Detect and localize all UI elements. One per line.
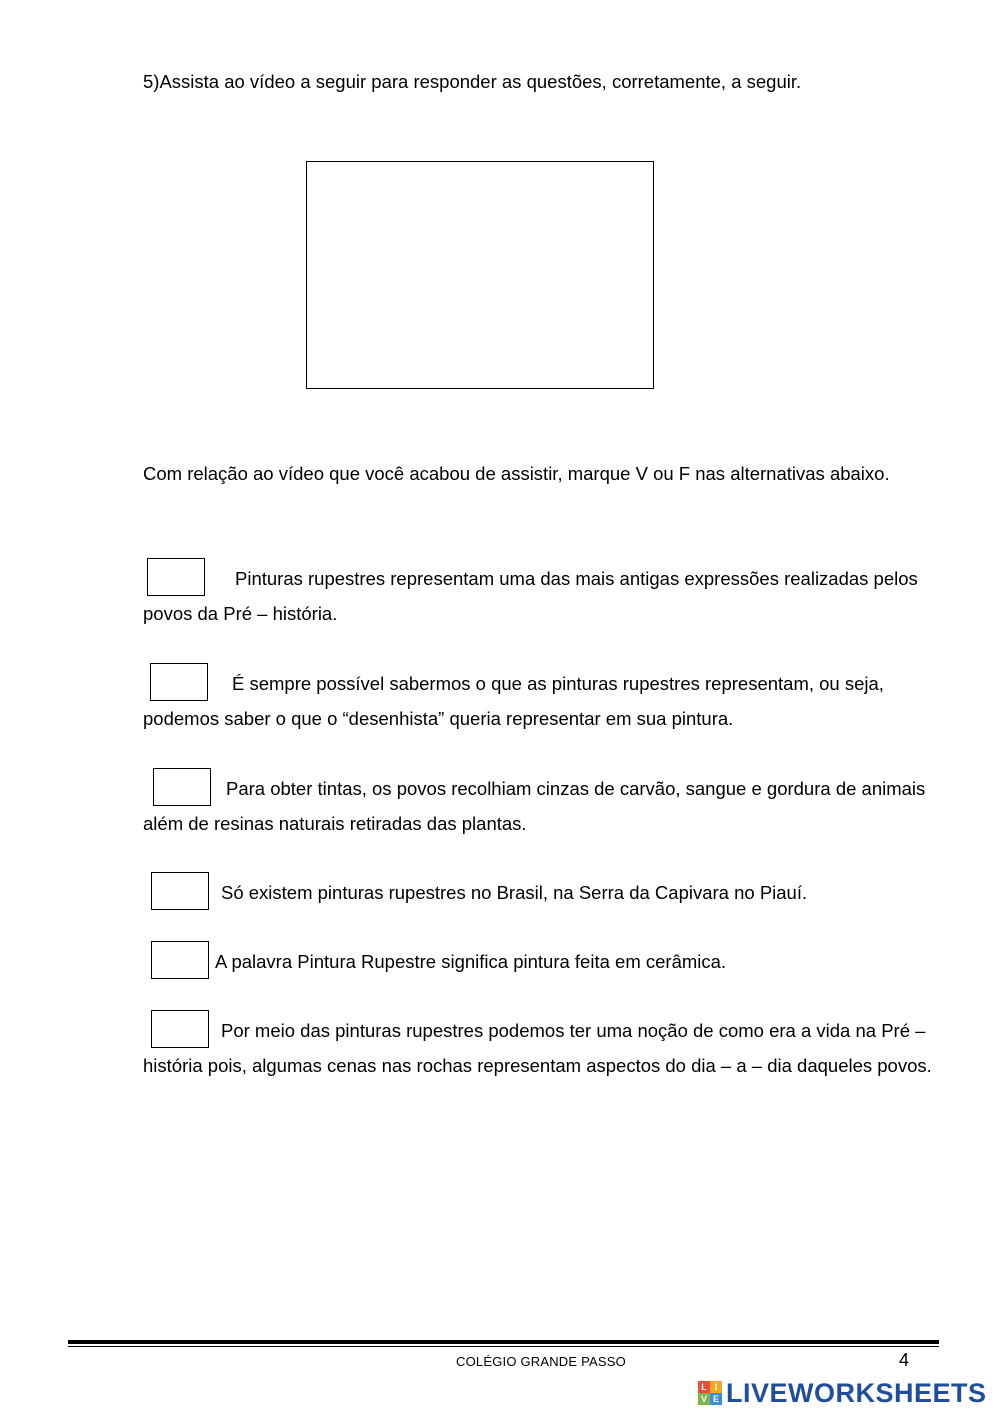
statement-text-5: A palavra Pintura Rupestre significa pintura feita em cerâmica. (215, 951, 727, 972)
page-number: 4 (899, 1350, 910, 1370)
answer-box-6[interactable] (151, 1010, 209, 1048)
video-frame[interactable] (306, 161, 654, 389)
liveworksheets-logo[interactable] (698, 1380, 987, 1406)
statement-text-2: É sempre possível sabermos o que as pinturas rupestres representam, ou seja, podemos saber o que o “desenhista” queria representar em sua pintura. (143, 673, 884, 729)
answer-box-1[interactable] (147, 558, 205, 596)
school-name: COLÉGIO GRANDE PASSO (456, 1354, 626, 1369)
instruction-text: Com relação ao vídeo que você acabou de assistir, marque V ou F nas alternativas abaixo. (143, 463, 890, 484)
statement-item-6 (143, 1010, 943, 1083)
logo-letter-l: L (698, 1381, 710, 1393)
logo-letter-e: E (710, 1393, 722, 1405)
logo-letter-v: V (698, 1393, 710, 1405)
liveworksheets-logo-icon (698, 1381, 722, 1405)
statement-item-4 (143, 872, 943, 910)
answer-box-3[interactable] (153, 768, 211, 806)
question-prompt: 5)Assista ao vídeo a seguir para responder as questões, corretamente, a seguir. (143, 71, 802, 92)
logo-letter-i: I (710, 1381, 722, 1393)
statement-item-3 (143, 768, 943, 841)
footer-divider-thin (68, 1346, 939, 1347)
answer-box-2[interactable] (150, 663, 208, 701)
statement-text-4: Só existem pinturas rupestres no Brasil, na Serra da Capivara no Piauí. (221, 882, 808, 903)
statement-item-1 (143, 558, 943, 631)
statement-text-1: Pinturas rupestres representam uma das mais antigas expressões realizadas pelos povos da Pré – história. (143, 568, 918, 624)
statement-text-6: Por meio das pinturas rupestres podemos ter uma noção de como era a vida na Pré – história pois, algumas cenas nas rochas representam aspectos do dia – a – dia daqueles povos. (143, 1020, 932, 1076)
statement-item-2 (143, 663, 943, 736)
answer-box-5[interactable] (151, 941, 209, 979)
liveworksheets-logo-text: LIVEWORKSHEETS (726, 1378, 987, 1408)
statement-text-3: Para obter tintas, os povos recolhiam cinzas de carvão, sangue e gordura de animais além de resinas naturais retiradas das plantas. (143, 778, 926, 834)
footer-divider-thick (68, 1340, 939, 1344)
statement-item-5 (143, 941, 943, 979)
answer-box-4[interactable] (151, 872, 209, 910)
